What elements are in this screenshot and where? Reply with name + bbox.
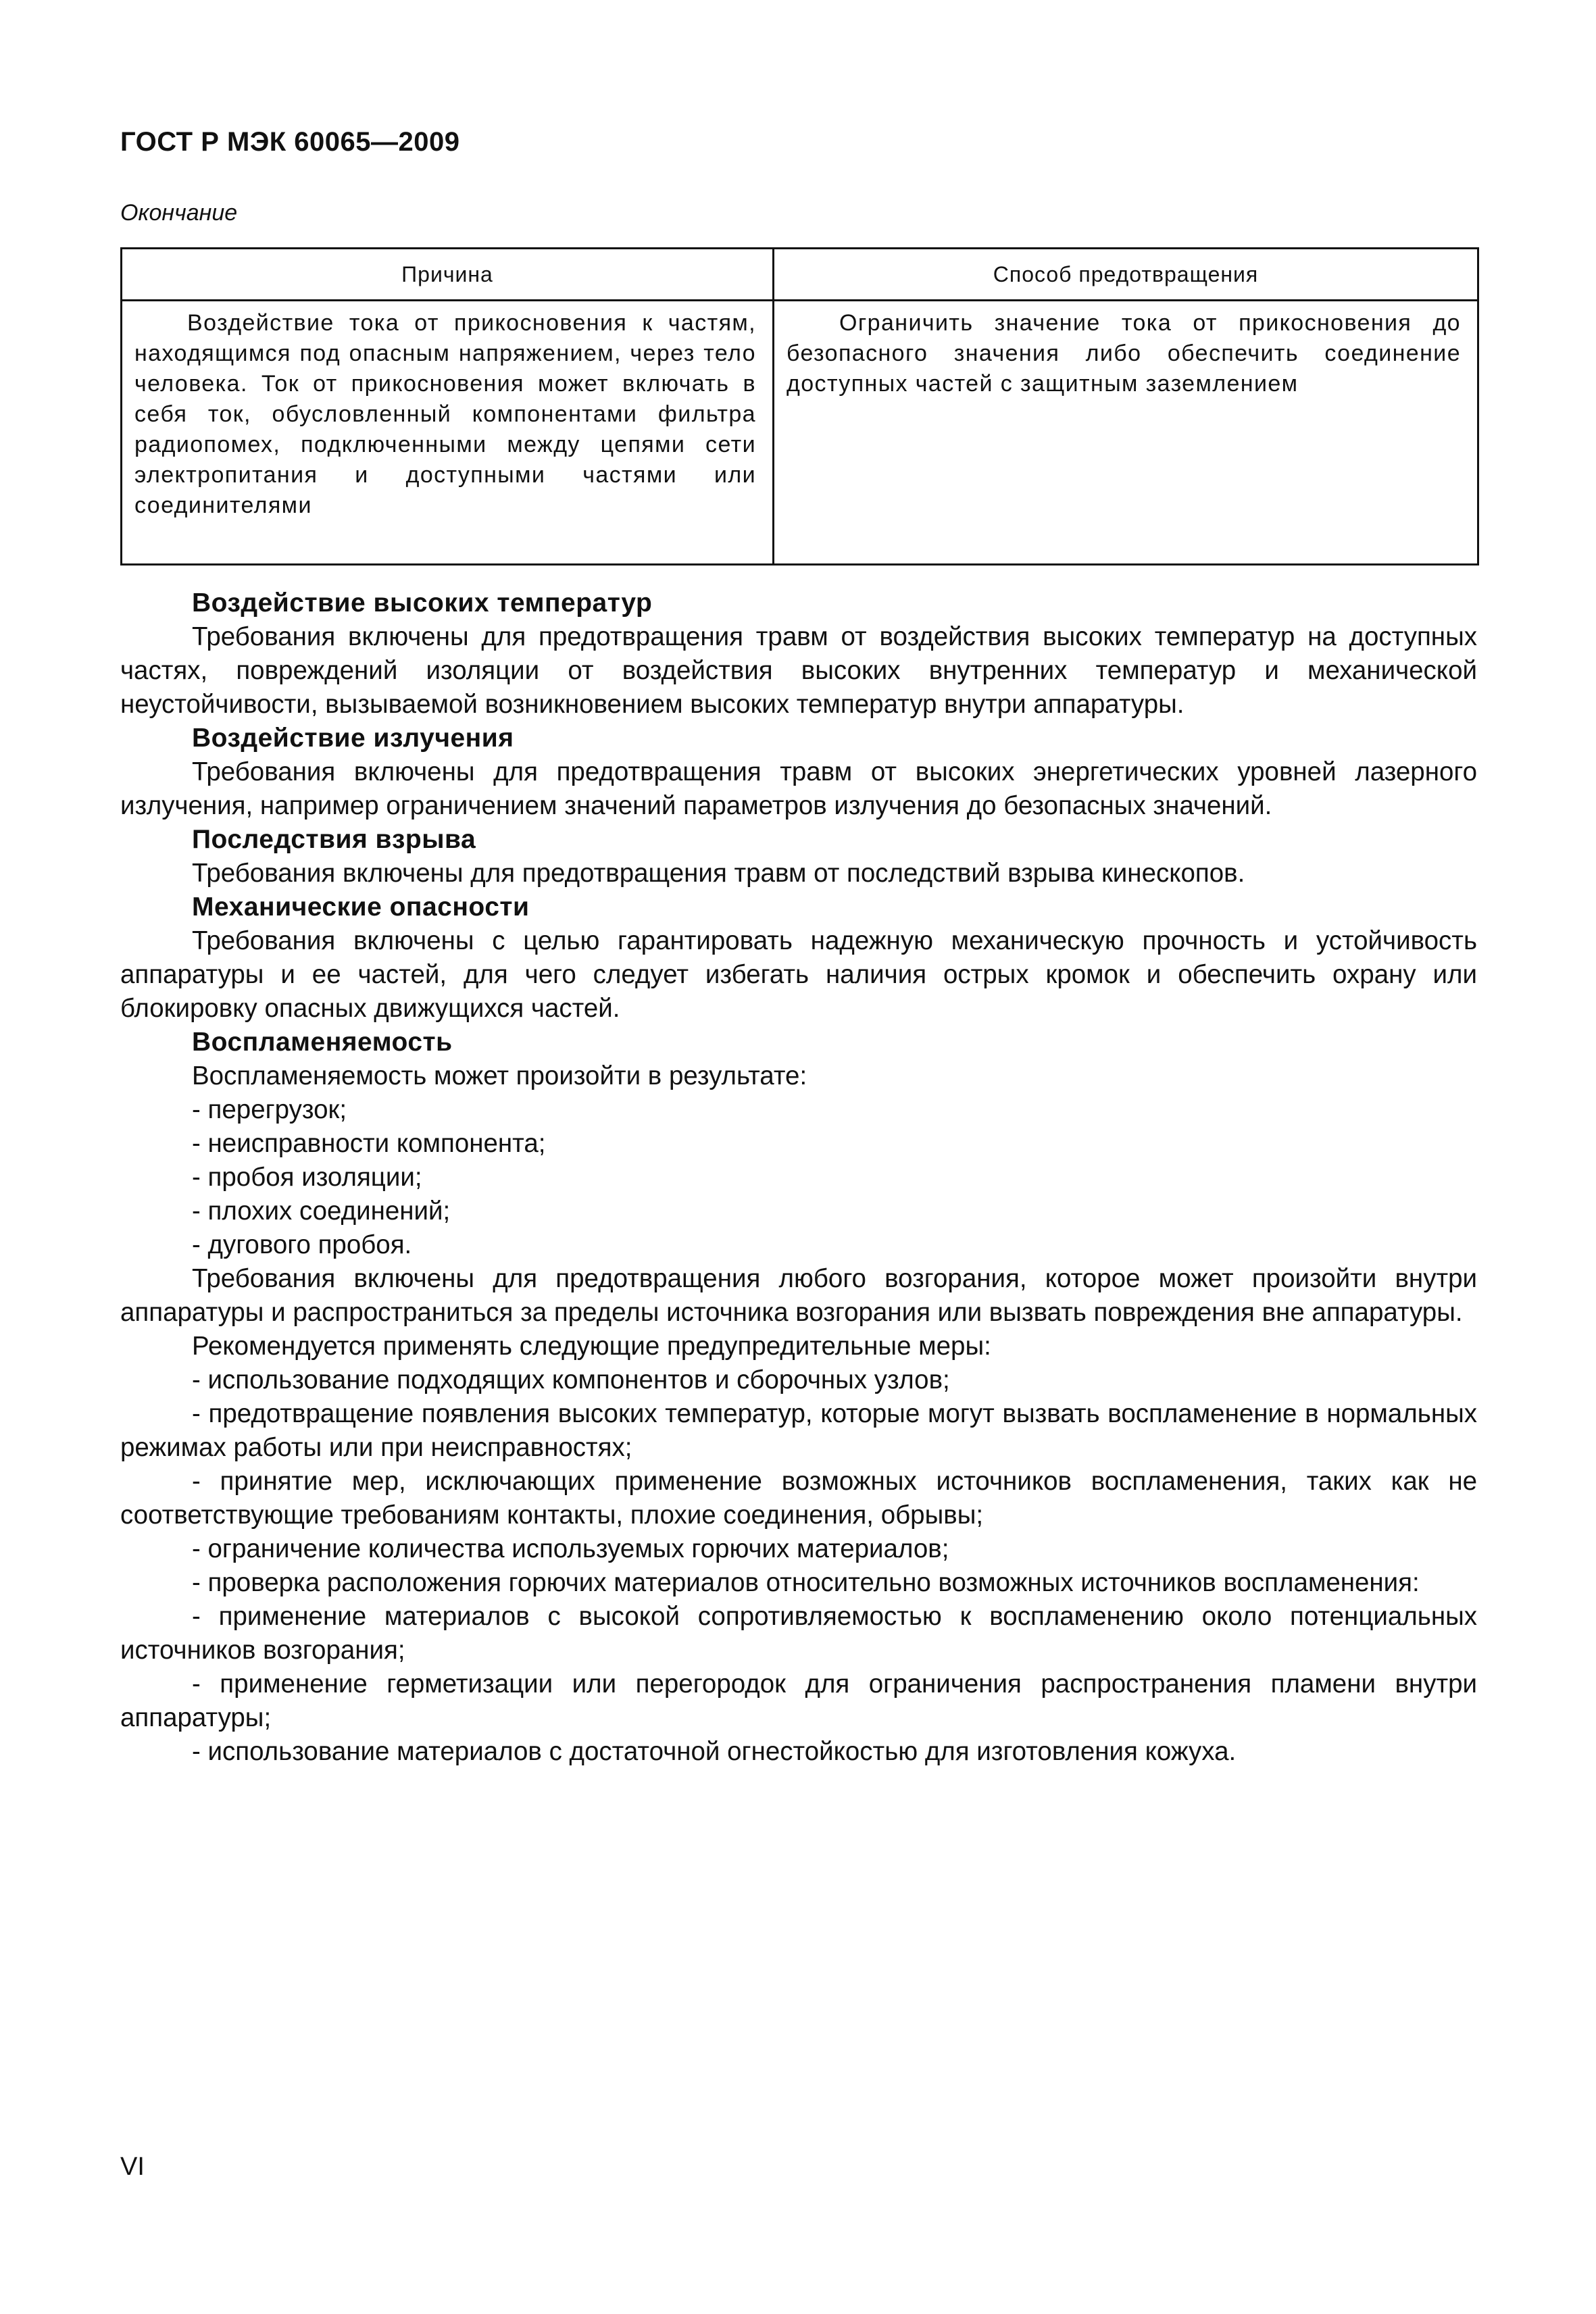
list-item: - предотвращение появления высоких температур, которые могут вызвать воспламенение в нормальных режимах работы или при неисправностях;: [120, 1399, 1477, 1462]
list-item: - принятие мер, исключающих применение возможных источников воспламенения, таких как не соответствующие требованиям контакты, плохие соединения, обрывы;: [120, 1467, 1477, 1530]
list-item: - применение материалов с высокой сопротивляемостью к воспламенению около потенциальных источников возгорания;: [120, 1602, 1477, 1665]
list-item: - пробоя изоляции;: [192, 1163, 422, 1192]
list-item: - плохих соединений;: [192, 1197, 451, 1226]
table-row: [122, 301, 1478, 565]
cause-prevention-table: [120, 247, 1479, 565]
list-item: - использование материалов с достаточной огнестойкостью для изготовления кожуха.: [192, 1737, 1237, 1766]
list-item: - неисправности компонента;: [192, 1129, 546, 1158]
flammability-requirements: Требования включены для предотвращения любого возгорания, которое может произойти внутри аппаратуры и распространиться за пределы источника возгорания или вызвать повреждения вне аппаратуры.: [120, 1264, 1477, 1327]
section-heading-heat: Воздействие высоких температур: [192, 588, 653, 618]
page-number: VI: [120, 2153, 145, 2181]
section-text-explosion: Требования включены для предотвращения травм от последствий взрыва кинескопов.: [192, 859, 1245, 888]
cause-cell: [122, 301, 774, 565]
section-text-radiation: Требования включены для предотвращения травм от высоких энергетических уровней лазерного излучения, например ограничением значений параметров излучения до безопасных значений.: [120, 757, 1477, 820]
list-item: - проверка расположения горючих материалов относительно возможных источников воспламенения:: [192, 1568, 1420, 1597]
flammability-causes-list: [120, 1093, 1477, 1262]
measures-intro: Рекомендуется применять следующие предупредительные меры:: [192, 1332, 991, 1361]
section-heading-radiation: Воздействие излучения: [192, 724, 514, 753]
body-text: [120, 586, 1477, 1769]
section-heading-mechanical: Механические опасности: [192, 892, 530, 922]
list-item: - использование подходящих компонентов и сборочных узлов;: [192, 1365, 950, 1394]
list-item: - применение герметизации или перегородок для ограничения распространения пламени внутри аппаратуры;: [120, 1669, 1477, 1732]
cause-text: Воздействие тока от прикосновения к частям, находящимся под опасным напряжением, через тело человека. Ток от прикосновения может включать в себя ток, обусловленный компонентами фильтра радиопомех, подключенными между цепями сети электропитания и доступными частями или соединителями: [134, 310, 756, 518]
document-code: ГОСТ Р МЭК 60065—2009: [120, 127, 460, 157]
prevention-text: Ограничить значение тока от прикосновения до безопасного значения либо обеспечить соединение доступных частей с защитным заземлением: [787, 310, 1461, 397]
section-text-heat: Требования включены для предотвращения травм от воздействия высоких температур на доступных частях, повреждений изоляции от воздействия высоких внутренних температур и механической неустойчивости, вызываемой возникновением высоких температур внутри аппаратуры.: [120, 622, 1477, 719]
flammability-intro: Воспламеняемость может произойти в результате:: [192, 1061, 807, 1090]
list-item: - перегрузок;: [192, 1095, 347, 1124]
list-item: - ограничение количества используемых горючих материалов;: [192, 1534, 949, 1563]
prevention-cell: [774, 301, 1478, 565]
column-header-cause: Причина: [122, 249, 774, 301]
table-header-row: [122, 249, 1478, 301]
section-heading-explosion: Последствия взрыва: [192, 825, 476, 854]
column-header-prevention: Способ предотвращения: [774, 249, 1478, 301]
table-continuation-label: Окончание: [120, 200, 238, 226]
section-heading-flammability: Воспламеняемость: [192, 1028, 453, 1057]
section-text-mechanical: Требования включены с целью гарантировать надежную механическую прочность и устойчивость аппаратуры и ее частей, для чего следует избегать наличия острых кромок и обеспечить охрану или блокировку опасных движущихся частей.: [120, 926, 1477, 1023]
list-item: - дугового пробоя.: [192, 1230, 412, 1259]
measures-list: [120, 1363, 1477, 1769]
